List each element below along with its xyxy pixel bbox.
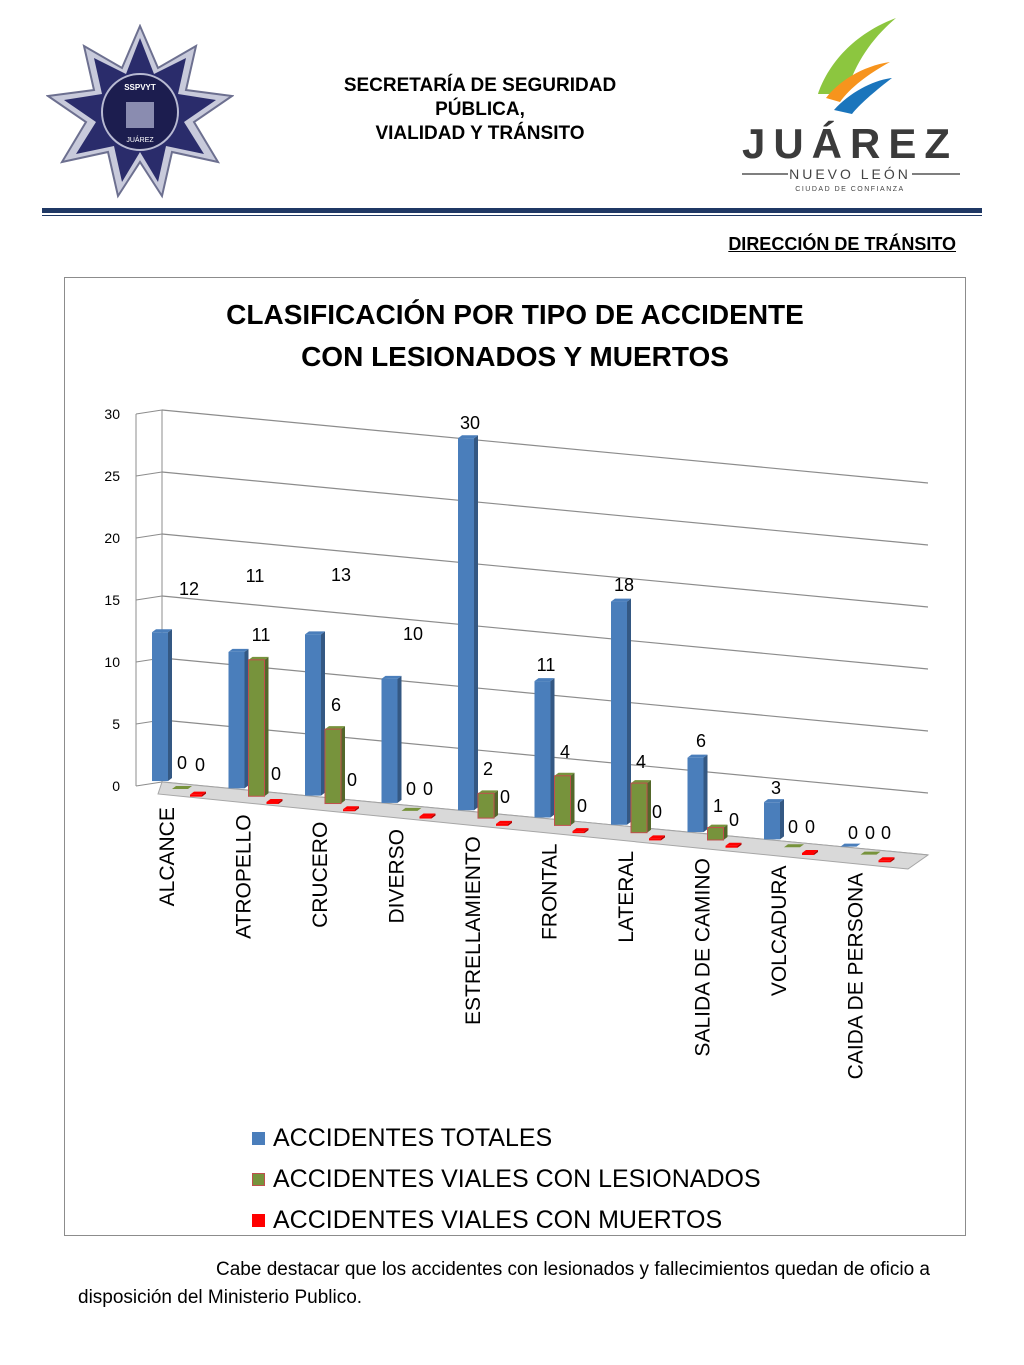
data-label: 11 [536,655,556,675]
x-tick-label: DIVERSO [385,829,409,924]
bar [249,660,265,796]
bar-side [571,773,575,826]
data-label: 0 [422,779,434,799]
gridline-connector [136,410,162,414]
legend-label: ACCIDENTES VIALES CON LESIONADOS [273,1165,761,1193]
juarez-logo [730,10,970,200]
bar-side [704,755,708,832]
department-label: DIRECCIÓN DE TRÁNSITO [728,234,956,254]
bar-side [494,790,498,818]
y-tick-label: 10 [104,654,120,670]
bar [879,860,891,862]
legend-swatch [252,1132,265,1145]
data-label: 0 [194,755,206,775]
data-label: 0 [270,764,282,784]
bar [229,652,245,788]
x-tick-label: FRONTAL [538,843,562,941]
y-tick-label: 5 [112,716,120,732]
gridline [162,410,928,483]
data-label: 0 [787,817,799,837]
data-label: 0 [405,779,417,799]
bar [708,828,724,840]
logo-wordmark: JUÁREZ [741,120,959,167]
gridline [162,472,928,545]
gridline-connector [136,596,162,600]
header-title-line-2: PÚBLICA, [435,99,525,120]
bar [649,838,661,840]
data-label: 0 [864,823,876,843]
bar [535,681,551,817]
header-title [300,74,660,146]
bar [458,438,474,810]
bar [152,632,168,781]
header-divider-thin [42,215,982,216]
header-title-line-1: SECRETARÍA DE SEGURIDAD [343,75,617,96]
gridline-connector [136,782,162,786]
header-divider [42,208,982,213]
bar [325,729,341,803]
logo-tagline: CIUDAD DE CONFIANZA [795,186,905,193]
bar [611,602,627,825]
data-label: 12 [178,579,200,599]
data-label: 0 [847,823,859,843]
bar [382,679,398,803]
data-label: 6 [330,695,342,715]
bar-side [398,676,402,803]
data-label: 11 [251,625,271,645]
y-tick-label: 20 [104,530,120,546]
x-tick-label: VOLCADURA [768,865,791,997]
x-tick-label: SALIDA DE CAMINO [691,858,715,1057]
bar-side [321,631,325,795]
legend-item [252,1200,761,1241]
data-label: 0 [804,817,816,837]
chart-legend [252,1118,761,1241]
bar-side [627,599,631,825]
bar [420,817,432,819]
bar [267,802,279,804]
logo-subtitle: NUEVO LEÓN [789,166,911,182]
badge-text-top: SSPVYT [124,83,156,92]
bar-side [551,678,555,817]
chart-title-line-2: CON LESIONADOS Y MUERTOS [301,341,729,372]
legend-label: ACCIDENTES VIALES CON MUERTOS [273,1206,723,1234]
legend-swatch [252,1173,265,1186]
data-label: 30 [459,413,481,433]
gridline-connector [136,472,162,476]
data-label: 10 [402,624,424,644]
bar [631,783,647,833]
chart-title-line-1: CLASIFICACIÓN POR TIPO DE ACCIDENTE [226,299,804,330]
data-label: 0 [880,823,892,843]
data-label: 13 [330,565,352,585]
data-label: 11 [245,566,265,586]
header-title-line-3: VIALIDAD Y TRÁNSITO [375,123,585,144]
bar [343,809,355,811]
bar-side [647,780,651,833]
bar [573,831,585,833]
y-tick-label: 30 [104,406,120,422]
data-label: 0 [176,753,188,773]
gridline-connector [136,534,162,538]
badge-text-bottom: JUÁREZ [126,137,154,144]
bar [478,793,494,818]
x-tick-label: ALCANCE [156,807,179,907]
x-tick-label: ESTRELLAMIENTO [462,836,485,1025]
data-label: 4 [559,742,571,762]
legend-item [252,1159,761,1200]
bar [555,776,571,826]
data-label: 0 [728,810,740,830]
data-label: 2 [482,759,494,779]
bar-side [780,799,784,839]
data-label: 4 [635,752,647,772]
y-tick-label: 0 [112,778,120,794]
bar [764,802,780,839]
badge-shield [126,102,154,128]
legend-label: ACCIDENTES TOTALES [273,1124,553,1152]
data-label: 1 [712,796,724,816]
data-label: 3 [770,778,782,798]
x-tick-label: CAIDA DE PERSONA [844,872,868,1080]
data-label: 18 [613,575,635,595]
footnote: Cabe destacar que los accidentes con lesionados y fallecimientos quedan de oficio a disposición del Ministerio Publico. [78,1259,931,1308]
data-label: 0 [651,802,663,822]
bar-flat [841,844,861,847]
bar-side [341,726,345,803]
bar-side [245,649,249,788]
bar-side [168,629,172,781]
legend-item [252,1118,761,1159]
gridline [162,534,928,607]
bar [305,634,321,795]
x-tick-label: ATROPELLO [232,814,256,939]
bar [496,824,508,826]
bar-chart [64,277,966,1117]
x-tick-label: LATERAL [615,850,638,943]
bar [802,853,814,855]
legend-swatch [252,1214,265,1227]
data-label: 0 [346,770,358,790]
data-label: 0 [499,787,511,807]
bar [726,846,738,848]
y-tick-label: 15 [104,592,120,608]
bar [190,795,202,797]
police-badge-logo [46,24,234,200]
bar-side [474,435,478,810]
data-label: 6 [695,731,707,751]
bar-side [265,657,269,796]
data-label: 0 [576,796,588,816]
bar [688,758,704,832]
x-tick-label: CRUCERO [309,821,332,928]
y-tick-label: 25 [104,468,120,484]
